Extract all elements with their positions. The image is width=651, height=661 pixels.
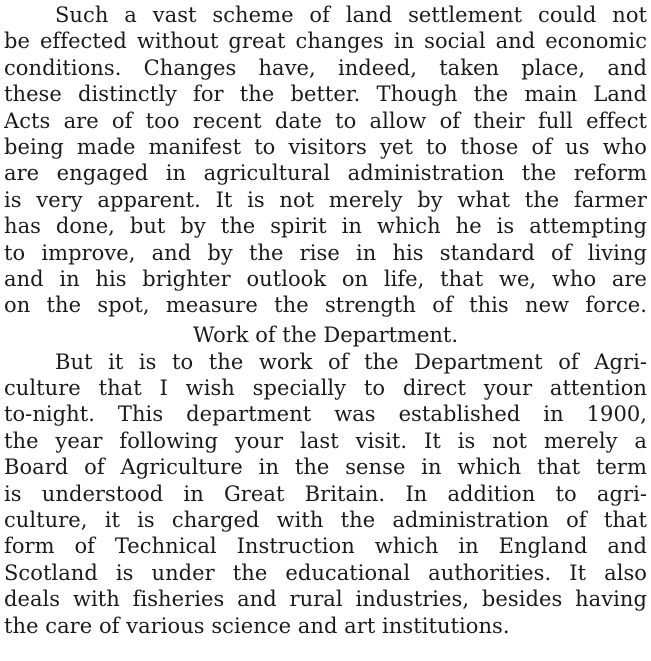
text-line: the care of various science and art institutions. [4, 613, 510, 638]
text-line: has done, but by the spirit in which he is attempting [4, 214, 647, 239]
text-line: to-night. This department was established in 1900, [4, 402, 647, 427]
text-line: are engaged in agricultural administration the reform [4, 161, 647, 186]
text-line: the year following your last visit. It is not merely a [4, 428, 647, 453]
text-line: culture that I wish specially to direct your attention [4, 376, 647, 401]
text-line: conditions. Changes have, indeed, taken place, and [4, 55, 647, 80]
text-line: to improve, and by the rise in his standard of living [4, 240, 647, 265]
text-line: and in his brighter outlook on life, that we, who are [4, 266, 647, 291]
text-line: Board of Agriculture in the sense in which that term [4, 455, 647, 480]
section-heading: Work of the Department. [192, 322, 459, 347]
text-line: deals with fisheries and rural industries, besides having [4, 587, 647, 612]
text-line: is very apparent. It is not merely by what the farmer [4, 187, 647, 212]
paragraph-department [4, 349, 647, 639]
text-line: is understood in Great Britain. In addition to agri- [4, 481, 647, 506]
text-line: being made manifest to visitors yet to those of us who [4, 134, 647, 159]
text-line: But it is to the work of the Department of Agri- [55, 349, 647, 374]
text-line: Acts are of too recent date to allow of their full effect [4, 108, 647, 133]
text-line: be effected without great changes in social and economic [4, 29, 647, 54]
text-line: form of Technical Instruction which in England and [4, 534, 647, 559]
text-line: these distinctly for the better. Though the main Land [4, 82, 647, 107]
text-line: on the spot, measure the strength of this new force. [4, 293, 647, 318]
paragraph-land-settlement [4, 2, 647, 319]
text-line: culture, it is charged with the administration of that [4, 508, 647, 533]
text-line: Such a vast scheme of land settlement could not [55, 3, 647, 27]
text-line: Scotland is under the educational authorities. It also [4, 560, 647, 585]
